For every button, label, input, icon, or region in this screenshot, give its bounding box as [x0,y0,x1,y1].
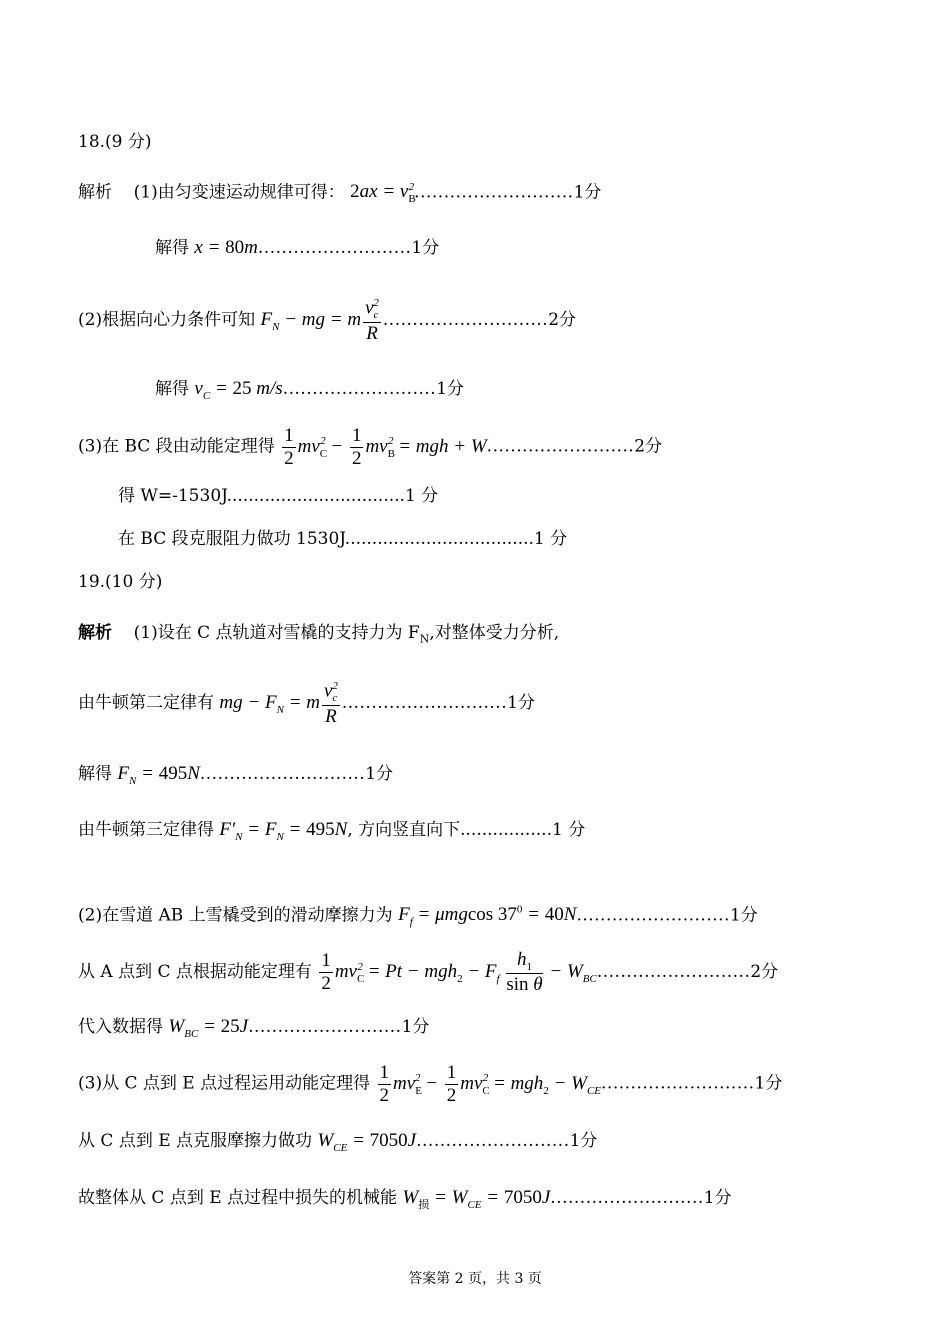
q18-part3-dots: ......................... [486,436,635,457]
q19-part1b-line [78,680,535,728]
q19-eq3c: $W_损 = W_{CE} = 7050J$ [402,1187,551,1211]
q19-eq2: $F_f = \mu mgcos$ $37^0 = 40N$ [398,904,577,929]
q19-part3c-dots: .......................... [550,1188,704,1208]
q19-eq2c: $W_{BC} = 25J$ [168,1016,249,1040]
q18-part1-text: (1)由匀变速运动规律可得： [133,182,345,203]
q19-part1d-text: 由牛顿第三定律得 [78,820,214,840]
q18-part1b-line [155,237,439,260]
q18-eq3: $\frac{1}{2}$ $mv_C^2$ − $\frac{1}{2}$ $mv_B^2$ = mgh + W [284,425,487,469]
q19-part2c-line [78,1016,429,1041]
q18-part3c-line: 在 BC 段克服阻力做功 1530J...................................1 分 [118,529,568,549]
q19-part2c-score: 1分 [401,1017,430,1037]
q19-part1-tail: ,对整体受力分析, [429,623,560,643]
q18-part3b-line: 得 W=-1530J.................................1 分 [118,486,439,506]
q19-part1b-text: 由牛顿第二定律有 [78,693,214,714]
q19-part1-text: (1)设在 C 点轨道对雪橇的支持力为 F [133,623,420,643]
q18-part2b-score: 1分 [436,379,465,399]
q18-eq1: $2ax = v_B^2$ [350,181,416,206]
q19-part2-dots: .......................... [576,905,730,926]
q19-part1-line [78,623,559,646]
q19-part1b-dots: ............................ [341,693,508,714]
q19-part1c-dots: ............................ [199,764,366,784]
q19-part3b-score: 1分 [569,1131,598,1151]
q19-part1d-line [78,819,585,844]
q18-part2b-line [155,378,464,403]
q19-eq3: $\frac{1}{2}$ $mv_E^2$ − $\frac{1}{2}$ $mv_C^2 = mgh_2 - W_{CE}$ [379,1062,602,1106]
q19-jiexi-label: 解析 [78,623,112,643]
q18-part2b-dots: .......................... [282,379,437,399]
q19-part1-sub: N [419,632,430,646]
q19-part1c-line [78,763,393,788]
q18-part1b-score: 1分 [411,238,440,258]
q19-part2-line [78,904,758,929]
q19-part3b-line [78,1130,597,1155]
q19-part2c-dots: .......................... [248,1017,402,1037]
q19-part3c-text: 故整体从 C 点到 E 点过程中损失的机械能 [78,1188,398,1208]
q18-part3-score: 2分 [634,436,663,457]
q19-part2-text: (2)在雪道 AB 上雪橇受到的滑动摩擦力为 [78,905,393,926]
q19-eq2b: $\frac{1}{2}$ $mv_C^2 = Pt - mgh_2 - F_f$ $\frac{h_1}{\text{sin θ}}$ − $W_{BC}$ [321,949,597,996]
q19-part2-score: 1分 [729,905,758,926]
q19-part2b-text: 从 A 点到 C 点根据动能定理有 [78,962,312,982]
q19-part3-dots: .......................... [601,1073,755,1094]
q18-eq1b: x = 80m [194,237,258,258]
q19-eq1d: $F'_N = F_N = 495N$ [219,819,348,843]
q18-part1-score: 1分 [573,182,602,203]
q18-part1-dots: ........................... [414,182,574,203]
q18-jiexi-label: 解析 [78,182,112,203]
page-footer: 答案第 2 页，共 3 页 [408,1271,542,1287]
q19-part1d-tail: , 方向竖直向下.................1 分 [347,820,586,840]
q18-part3-line [78,425,662,470]
q19-part1b-score: 1分 [507,693,535,714]
q19-part2c-text: 代入数据得 [78,1017,163,1037]
q18-part2-text: (2)根据向心力条件可知 [78,310,256,331]
q19-part1c-score: 1分 [365,764,394,784]
q18-header: 18.(9 分) [78,132,152,152]
q18-part1b-text: 解得 [155,238,189,258]
q18-part2-line [78,297,576,345]
q19-eq1: mg − $F_N = m$ $\frac{v_c^2}{R}$ [219,680,338,727]
q19-part2b-score: 2分 [750,962,779,982]
q18-eq2: $F_N$ − mg = m $\frac{v_c^2}{R}$ [260,297,379,344]
q19-part1c-text: 解得 [78,764,112,784]
q19-part2b-line [78,949,778,996]
q18-part2b-text: 解得 [155,379,189,399]
q19-part3-text: (3)从 C 点到 E 点过程运用动能定理得 [78,1073,371,1094]
q19-eq3b: $W_{CE} = 7050J$ [317,1130,417,1154]
q19-part2b-dots: .......................... [596,962,751,982]
q18-part2-score: 2分 [548,310,577,331]
q19-part3c-line [78,1187,732,1212]
q19-part3b-dots: .......................... [416,1131,570,1151]
q18-part1-line [78,181,601,206]
q19-part3-score: 1分 [754,1073,783,1094]
q19-part3b-text: 从 C 点到 E 点克服摩擦力做功 [78,1131,313,1151]
q18-part3-text: (3)在 BC 段由动能定理得 [78,436,275,457]
q19-part3-line [78,1062,782,1107]
q18-part2-dots: ............................ [382,310,549,331]
q18-eq2b: $v_C = 25$ m/s [194,378,283,402]
q19-header: 19.(10 分) [78,572,163,592]
q19-eq1c: $F_N = 495N$ [117,763,200,787]
q18-part1b-dots: .......................... [257,238,412,258]
q19-part3c-score: 1分 [703,1188,732,1208]
